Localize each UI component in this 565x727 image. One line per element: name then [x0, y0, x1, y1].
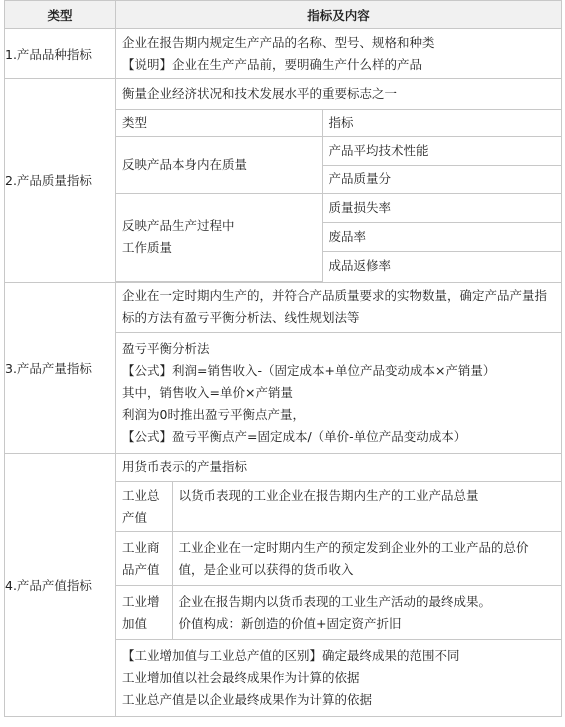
content-quality — [116, 79, 562, 283]
value-text-gross: 以货币表现的工业企业在报告期内生产的工业产品总量 — [172, 482, 561, 532]
category-quality: 2.产品质量指标 — [5, 79, 116, 283]
header-content: 指标及内容 — [116, 1, 562, 29]
text-line: 企业在报告期内规定生产产品的名称、型号、规格和种类 — [122, 34, 435, 50]
row-quality — [5, 79, 562, 283]
text-line: 【公式】盈亏平衡点产=固定成本/（单价-单位产品变动成本） — [122, 428, 467, 444]
quality-intro: 衡量企业经济状况和技术发展水平的重要标志之一 — [116, 79, 561, 109]
text-line: 其中，销售收入=单价×产销量 — [122, 384, 293, 400]
category-value: 4.产品产值指标 — [5, 453, 116, 716]
text-line: 工业总产值是以企业最终成果作为计算的依据 — [122, 691, 373, 707]
category-variety: 1.产品品种指标 — [5, 29, 116, 79]
value-label-added — [116, 586, 172, 640]
output-calculation — [116, 333, 561, 453]
text-line: 值，是企业可以获得的货币收入 — [178, 561, 354, 577]
quality-index-header: 指标 — [322, 109, 561, 136]
text-line: 利润为0时推出盈亏平衡点产量， — [122, 406, 305, 422]
content-value — [116, 453, 562, 716]
text-line: 工业增加值以社会最终成果作为计算的依据 — [122, 669, 360, 685]
value-label-sales — [116, 532, 172, 586]
row-output — [5, 282, 562, 453]
row-value — [5, 453, 562, 716]
quality-group-2-type — [116, 193, 322, 281]
value-intro: 用货币表示的产量指标 — [116, 454, 561, 482]
text-line: 企业在报告期内以货币表现的工业生产活动的最终成果。 — [178, 593, 492, 609]
content-output — [116, 282, 562, 453]
text-line: 产值 — [122, 509, 148, 525]
text-line: 工业总 — [122, 487, 160, 503]
content-variety — [116, 29, 562, 79]
value-text-added — [172, 586, 561, 640]
text-line: 【公式】利润=销售收入-（固定成本+单位产品变动成本×产销量） — [122, 362, 496, 378]
quality-index: 产品质量分 — [322, 165, 561, 193]
quality-group-1-type: 反映产品本身内在质量 — [116, 136, 322, 193]
value-subtable — [116, 454, 561, 716]
text-line: 【说明】企业在生产产品前，要明确生产什么样的产品 — [122, 56, 423, 72]
quality-index: 成品返修率 — [322, 251, 561, 281]
quality-type-header: 类型 — [116, 109, 322, 136]
text-line: 【工业增加值与工业总产值的区别】确定最终成果的范围不同 — [122, 647, 460, 663]
table-header-row — [5, 1, 562, 29]
quality-index: 质量损失率 — [322, 193, 561, 222]
output-subtable — [116, 283, 561, 453]
text-line: 工业商 — [122, 539, 160, 555]
value-label-gross — [116, 482, 172, 532]
indicator-table — [4, 0, 562, 717]
quality-index: 产品平均技术性能 — [322, 136, 561, 165]
value-text-sales — [172, 532, 561, 586]
text-line: 企业在一定时期内生产的，并符合产品质量要求的实物数量，确定产品产量指 — [122, 288, 548, 304]
text-line: 品产值 — [122, 561, 160, 577]
value-difference-note — [116, 640, 561, 716]
output-definition — [116, 283, 561, 333]
text-line: 加值 — [122, 615, 148, 631]
quality-index: 废品率 — [322, 222, 561, 251]
quality-subtable — [116, 79, 561, 282]
header-type: 类型 — [5, 1, 116, 29]
text-line: 反映产品生产过程中 — [122, 218, 235, 233]
text-line: 盈亏平衡分析法 — [122, 340, 210, 356]
text-line: 标的方法有盈亏平衡分析法、线性规划法等 — [122, 310, 360, 326]
text-line: 价值构成：新创造的价值+固定资产折旧 — [178, 615, 402, 631]
text-line: 工作质量 — [122, 240, 173, 255]
text-line: 工业企业在一定时期内生产的预定发到企业外的工业产品的总价 — [178, 539, 529, 555]
text-line: 工业增 — [122, 593, 160, 609]
category-output: 3.产品产量指标 — [5, 282, 116, 453]
row-variety — [5, 29, 562, 79]
